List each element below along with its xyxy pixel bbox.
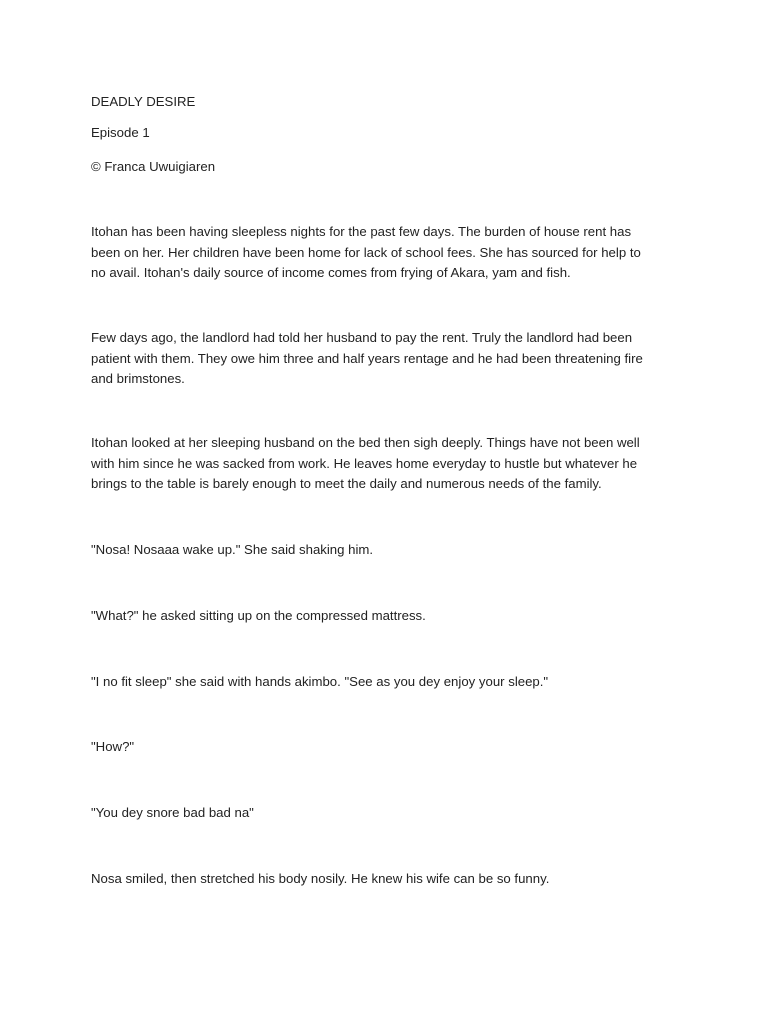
- paragraph-line: been on her. Her children have been home for lack of school fees. She has sourced for help to: [91, 244, 641, 260]
- paragraph-8: "You dey snore bad bad na": [91, 805, 254, 820]
- paragraph-4: "Nosa! Nosaaa wake up." She said shaking him.: [91, 542, 374, 557]
- story-title: DEADLY DESIRE: [91, 94, 196, 109]
- paragraph-line: patient with them. They owe him three and half years rentage and he had been threatening fire: [91, 350, 643, 366]
- paragraph-6: "I no fit sleep" she said with hands akimbo. "See as you dey enjoy your sleep.": [91, 674, 549, 689]
- paragraph-line: Itohan looked at her sleeping husband on the bed then sigh deeply. Things have not been well: [91, 435, 640, 450]
- paragraph-line: and brimstones.: [91, 371, 185, 386]
- paragraph-1: [91, 222, 681, 284]
- paragraph-7: "How?": [91, 739, 135, 754]
- paragraph-line: no avail. Itohan's daily source of income comes from frying of Akara, yam and fish.: [91, 265, 571, 280]
- author-credit: © Franca Uwuigiaren: [91, 159, 216, 174]
- paragraph-line: with him since he was sacked from work. He leaves home everyday to hustle but whatever he: [91, 455, 638, 471]
- episode-label: Episode 1: [91, 125, 150, 140]
- paragraph-5: "What?" he asked sitting up on the compressed mattress.: [91, 608, 426, 623]
- paragraph-3: [91, 433, 681, 495]
- paragraph-2: [91, 328, 681, 390]
- paragraph-line: Few days ago, the landlord had told her husband to pay the rent. Truly the landlord had been: [91, 330, 633, 345]
- paragraph-line: Itohan has been having sleepless nights for the past few days. The burden of house rent has: [91, 224, 632, 239]
- paragraph-9: Nosa smiled, then stretched his body nosily. He knew his wife can be so funny.: [91, 871, 550, 886]
- paragraph-line: brings to the table is barely enough to meet the daily and numerous needs of the family.: [91, 476, 602, 491]
